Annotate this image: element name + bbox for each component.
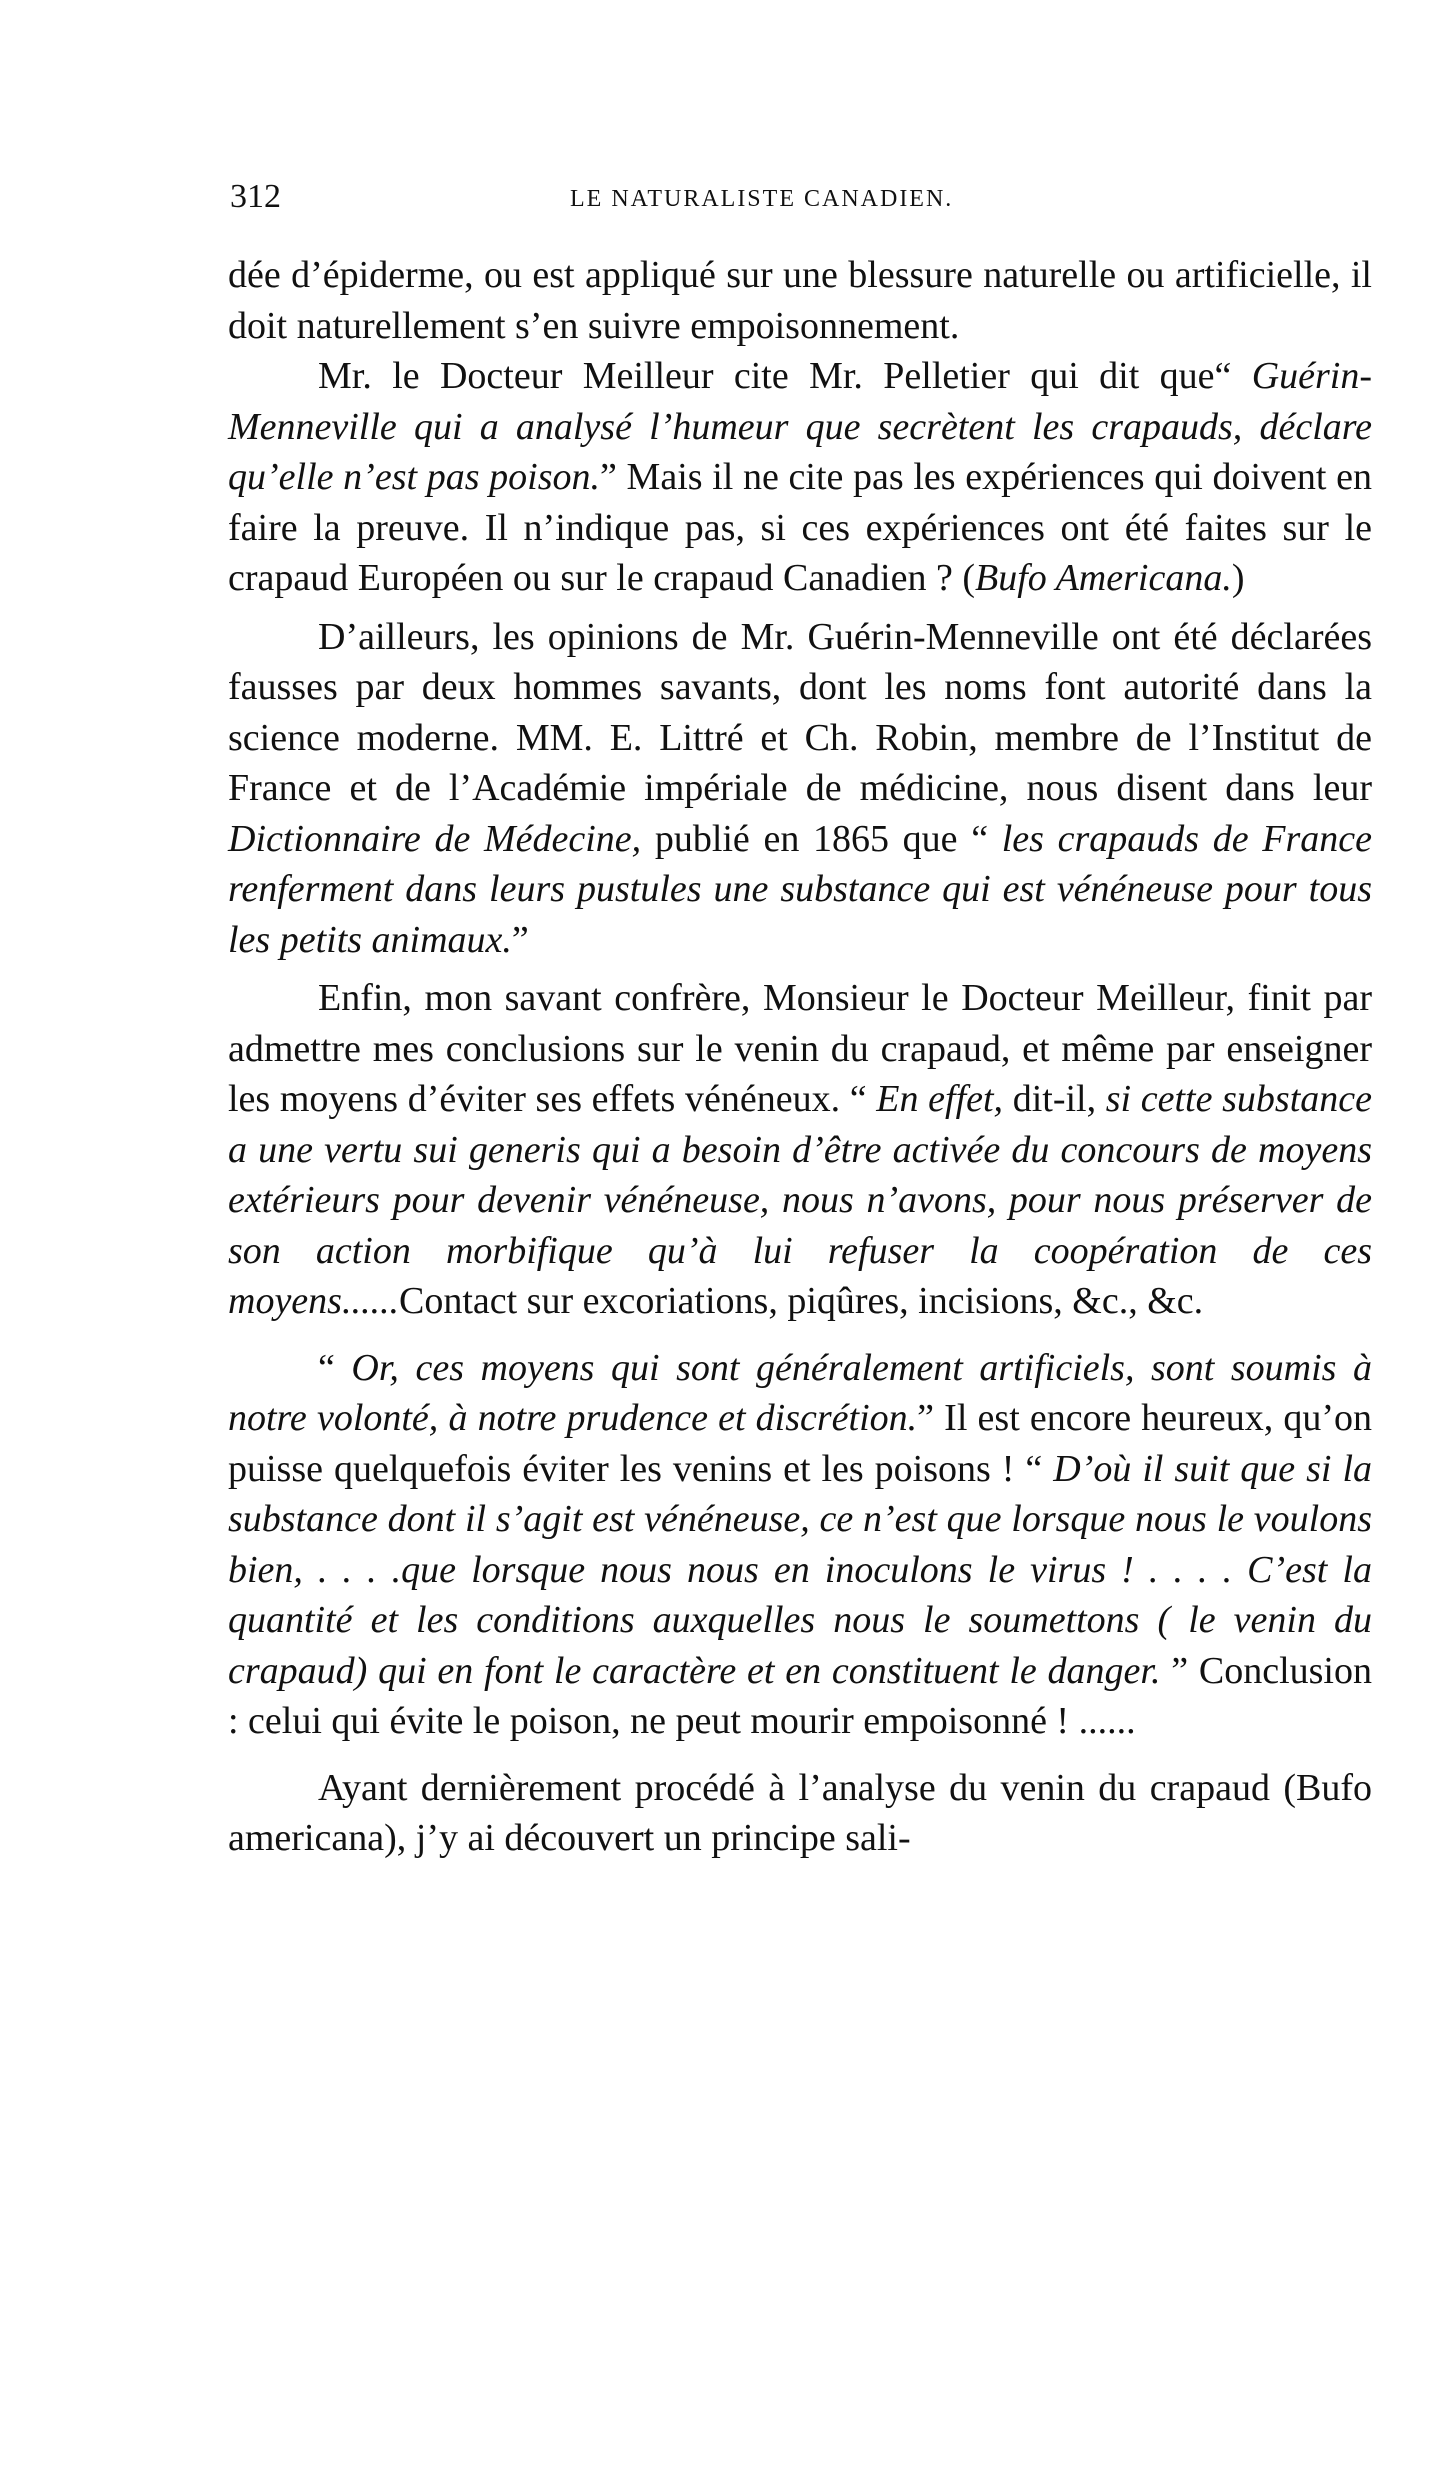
text-run: ” Conclusion : celui qui évite le poison, ne peut mourir empoisonné ! ......: [228, 1649, 1372, 1742]
italic-text-run: Or, ces moyens qui sont généralement artificiels, sont soumis à notre volonté, à notre prudence et discrétion.: [228, 1346, 1372, 1439]
text-run: ): [1231, 557, 1245, 599]
text-run: Enfin, mon savant confrère, Monsieur le Docteur Meilleur, finit par admettre mes conclusions sur le venin du crapaud, et même par enseigner les moyens d’éviter ses effets vénéneux. “: [228, 977, 1372, 1120]
page-header: [230, 178, 1380, 218]
paragraph-enfin: [228, 973, 1372, 1327]
text-run: Mr. le Docteur Meilleur cite Mr. Pelletier qui dit que“: [318, 355, 1252, 397]
paragraph-opinions: [228, 612, 1372, 966]
text-run: publié en 1865 que “: [641, 817, 1002, 860]
text-run: Ayant dernièrement procédé à l’analyse du venin du crapaud (Bufo americana), j’y ai découvert un principe sali-: [228, 1766, 1372, 1859]
paragraph-or-ces-moyens: [228, 1343, 1372, 1747]
text-run: D’ailleurs, les opinions de Mr. Guérin-Menneville ont été déclarées fausses par deux hommes savants, dont les noms font autorité dans la science moderne. MM. E. Littré et Ch. Robin, membre de l’Institut de France et de l’Académie impériale de médicine, nous disent dans leur: [228, 615, 1372, 809]
italic-text-run: Dictionnaire de Médecine,: [228, 817, 642, 860]
text-run: ” Il est encore heureux, qu’on puisse quelquefois éviter les venins et les poisons ! “: [228, 1397, 1372, 1490]
body-text: [228, 250, 1372, 1864]
text-run: dée d’épiderme, ou est appliqué sur une blessure naturelle ou artificielle, il doit naturellement s’en suivre empoisonnement.: [228, 254, 1372, 347]
italic-text-run: Guérin-Menneville qui a analysé l’humeur que secrètent les crapauds, déclare qu’elle n’est pas poison.: [228, 355, 1372, 498]
text-run: ”: [511, 918, 529, 961]
paragraph-continuation: [228, 250, 1372, 351]
text-run: “: [318, 1346, 352, 1389]
paragraph-ayant: [228, 1763, 1372, 1864]
text-run: dit-il,: [1003, 1078, 1106, 1120]
text-run: ” Mais il ne cite pas les expériences qui doivent en faire la preuve. Il n’indique pas, si ces expériences ont été faites sur le crapaud Européen ou sur le crapaud Canadien ? (: [228, 456, 1372, 599]
paragraph-meilleur-cite: [228, 351, 1372, 604]
italic-text-run: les crapauds de France renferment dans leurs pustules une substance qui est vénéneuse pour tous les petits animaux.: [228, 817, 1372, 961]
italic-text-run: En effet,: [876, 1078, 1004, 1120]
italic-text-run: D’où il suit que si la substance dont il s’agit est vénéneuse, ce n’est que lorsque nous le voulons bien, . . . .que lorsque nous nous en inoculons le virus ! . . . . C’est la quantité et les conditions auxquelles nous le soumettons ( le venin du crapaud) qui en font le caractère et en constituent le danger.: [228, 1447, 1372, 1692]
italic-text-run: Bufo Americana.: [975, 557, 1232, 599]
text-run: Contact sur excoriations, piqûres, incisions, &c., &c.: [398, 1280, 1204, 1322]
running-head: LE NATURALISTE CANADIEN.: [570, 186, 954, 212]
italic-text-run: si cette substance a une vertu sui generis qui a besoin d’être activée du concours de moyens extérieurs pour devenir vénéneuse, nous n’avons, pour nous préserver de son action morbifique qu’à lui refuser la coopération de ces moyens......: [228, 1078, 1373, 1322]
page-number: 312: [230, 178, 281, 215]
